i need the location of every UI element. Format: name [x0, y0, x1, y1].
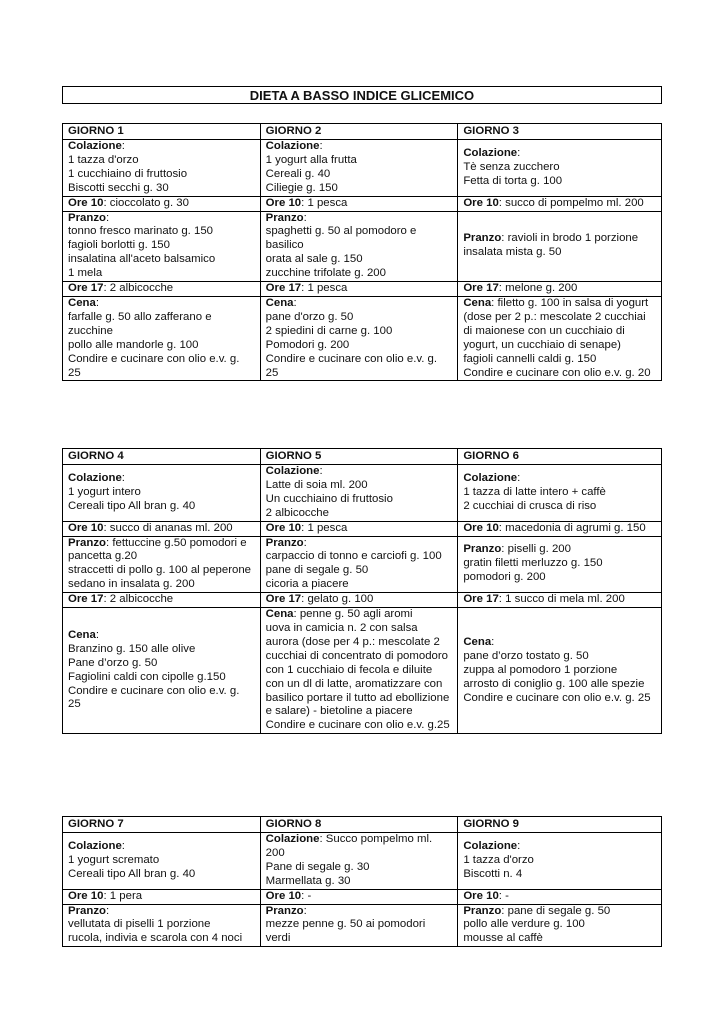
meal-cell	[458, 465, 662, 522]
meal-first-line	[266, 905, 453, 919]
meal-row	[63, 521, 662, 536]
meal-item: Condire e cucinare con olio e.v. g. 20	[463, 366, 651, 379]
meal-label-separator: :	[103, 282, 107, 295]
meal-first-line	[463, 593, 656, 607]
meal-item: Cereali tipo All bran g. 40	[68, 499, 196, 512]
meal-text: -	[501, 889, 509, 902]
meal-label: Ore 10	[265, 521, 302, 534]
meal-label: Cena	[463, 296, 492, 309]
meal-first-line	[266, 890, 453, 904]
day-header: GIORNO 4	[63, 449, 261, 465]
meal-label: Pranzo	[463, 904, 502, 917]
meal-item: 1 yogurt scremato	[68, 853, 160, 866]
meal-text: ravioli in brodo 1 porzione	[504, 232, 639, 245]
meal-first-line	[266, 140, 453, 154]
meal-item: 1 cucchiaino di fruttosio	[68, 167, 188, 180]
meal-label: Ore 17	[463, 282, 499, 295]
meal-item: sedano in insalata g. 200	[68, 578, 195, 591]
day-header: GIORNO 8	[260, 817, 458, 833]
meal-cell	[63, 465, 261, 522]
meal-cell	[260, 536, 458, 593]
meal-item: 2 cucchiai di crusca di riso	[463, 499, 597, 512]
meal-cell	[260, 593, 458, 608]
diet-table-days-1-3	[62, 123, 662, 381]
meal-label-separator: :	[121, 140, 125, 152]
meal-first-line	[266, 537, 453, 551]
meal-label-separator: :	[301, 196, 305, 209]
meal-label: Ore 10	[265, 889, 302, 902]
meal-first-line	[266, 833, 453, 861]
meal-label: Pranzo	[265, 536, 304, 549]
meal-item: insalatina all'aceto balsamico	[68, 253, 216, 266]
meal-cell	[458, 536, 662, 593]
meal-item: Pomodori g. 200	[265, 338, 350, 351]
day-header: GIORNO 1	[63, 124, 261, 140]
meal-item: Condire e cucinare con olio e.v. g. 25	[463, 691, 651, 704]
meal-cell	[63, 593, 261, 608]
meal-item: Condire e cucinare con olio e.v. g. 25	[265, 352, 438, 379]
meal-first-line	[463, 840, 656, 854]
meal-item: mezze penne g. 50 ai pomodori verdi	[265, 918, 426, 945]
meal-cell	[260, 833, 458, 890]
day-header: GIORNO 2	[260, 124, 458, 140]
meal-cell	[260, 608, 458, 734]
meal-label-separator: :	[517, 839, 521, 852]
meal-cell	[458, 608, 662, 734]
meal-text: succo di ananas ml. 200	[106, 521, 233, 534]
meal-row	[63, 140, 662, 197]
meal-text: gelato g. 100	[304, 593, 374, 606]
meal-row	[63, 282, 662, 297]
meal-text: filetto g. 100 in salsa di yogurt (dose per 2 p.: mescolate 2 cucchiai di maionese con un cucchiaio di yogurt, un cucchiaio di senape)	[463, 296, 649, 351]
meal-label-separator: :	[501, 232, 505, 245]
meal-label-separator: :	[517, 146, 521, 159]
meal-item: vellutata di piselli 1 porzione	[68, 918, 211, 931]
meal-first-line	[463, 636, 656, 650]
meal-label: Pranzo	[265, 904, 304, 917]
meal-first-line	[266, 522, 453, 536]
meal-label-separator: :	[303, 211, 307, 224]
meal-item: insalata mista g. 50	[463, 246, 562, 259]
meal-row	[63, 889, 662, 904]
meal-cell	[260, 889, 458, 904]
meal-first-line	[463, 905, 656, 919]
meal-row	[63, 593, 662, 608]
meal-first-line	[463, 232, 656, 246]
meal-label: Ore 17	[463, 593, 499, 606]
meal-label-separator: :	[103, 889, 107, 902]
meal-cell	[63, 889, 261, 904]
meal-cell	[458, 282, 662, 297]
meal-label: Cena	[265, 296, 294, 309]
meal-label: Colazione	[463, 471, 518, 484]
meal-first-line	[266, 197, 453, 211]
meal-label-separator: :	[105, 211, 110, 224]
day-header: GIORNO 6	[458, 449, 662, 465]
meal-first-line	[463, 197, 656, 211]
table-header-row	[63, 124, 662, 140]
meal-cell	[458, 889, 662, 904]
meal-label-separator: :	[498, 521, 502, 534]
meal-text: 1 pesca	[304, 282, 348, 295]
meal-item: farfalle g. 50 allo zafferano e zucchine	[68, 310, 212, 337]
meal-cell	[63, 521, 261, 536]
meal-first-line	[68, 537, 255, 565]
meal-label: Ore 10	[68, 521, 104, 534]
meal-first-line	[463, 522, 656, 536]
meal-item: pollo alle mandorle g. 100	[68, 338, 199, 351]
meal-cell	[260, 904, 458, 947]
meal-label-separator: :	[301, 593, 305, 606]
meal-label: Colazione	[68, 471, 122, 484]
meal-label: Ore 10	[265, 196, 302, 209]
meal-label-separator: :	[501, 904, 505, 917]
meal-item: Cereali g. 40	[265, 167, 331, 180]
meal-cell	[63, 211, 261, 282]
meal-item: mousse al caffè	[463, 932, 543, 945]
meal-first-line	[463, 282, 656, 296]
meal-label-separator: :	[319, 140, 323, 152]
meal-cell	[458, 196, 662, 211]
meal-item: 2 spiedini di carne g. 100	[265, 324, 393, 337]
meal-cell	[260, 282, 458, 297]
meal-label-separator: :	[103, 196, 107, 209]
meal-text: 1 pesca	[304, 521, 348, 534]
table-header-row	[63, 449, 662, 465]
meal-cell	[260, 196, 458, 211]
meal-item: fagioli borlotti g. 150	[68, 239, 170, 252]
meal-cell	[458, 593, 662, 608]
meal-row	[63, 465, 662, 522]
meal-label-separator: :	[319, 465, 323, 477]
meal-label: Ore 10	[68, 196, 104, 209]
meal-item: zuppa al pomodoro 1 porzione	[463, 663, 618, 676]
meal-item: pollo alle verdure g. 100	[463, 918, 585, 931]
diet-table-days-7-9	[62, 816, 662, 947]
meal-first-line	[266, 608, 453, 622]
meal-label-separator: :	[517, 471, 521, 484]
meal-text: succo di pompelmo ml. 200	[501, 196, 644, 209]
meal-label: Colazione	[265, 140, 320, 152]
table-header-row	[63, 817, 662, 833]
meal-first-line	[266, 282, 453, 296]
meal-item: pomodori g. 200	[463, 571, 546, 584]
meal-item: Fagiolini caldi con cipolle g.150	[68, 670, 226, 683]
meal-label: Cena	[463, 635, 492, 648]
meal-item: gratin filetti merluzzo g. 150	[463, 557, 603, 570]
meal-first-line	[68, 905, 255, 919]
meal-item: rucola, indivia e scarola con 4 noci	[68, 932, 243, 945]
meal-item: 1 tazza di latte intero + caffè	[463, 485, 606, 498]
meal-label: Ore 10	[68, 889, 104, 902]
meal-label: Pranzo	[463, 232, 502, 245]
meal-text: macedonia di agrumi g. 150	[501, 521, 646, 534]
meal-item: Condire e cucinare con olio e.v. g. 25	[68, 352, 240, 379]
meal-first-line	[68, 212, 255, 226]
meal-label-separator: :	[95, 296, 100, 309]
meal-text: piselli g. 200	[504, 543, 571, 556]
meal-first-line	[68, 890, 255, 904]
meal-label: Pranzo	[265, 211, 304, 224]
meal-label: Pranzo	[463, 543, 502, 556]
meal-label: Pranzo	[68, 904, 106, 917]
meal-row	[63, 196, 662, 211]
meal-first-line	[68, 282, 255, 296]
meal-first-line	[266, 593, 453, 607]
meal-label-separator: :	[105, 536, 110, 549]
meal-label-separator: :	[301, 521, 305, 534]
meal-item: 1 mela	[68, 267, 103, 280]
meal-first-line	[463, 297, 656, 353]
meal-label-separator: :	[319, 833, 323, 845]
meal-row	[63, 608, 662, 734]
day-header: GIORNO 5	[260, 449, 458, 465]
meal-text: 1 pesca	[304, 196, 348, 209]
meal-label: Ore 17	[68, 593, 104, 606]
meal-cell	[63, 196, 261, 211]
meal-cell	[63, 904, 261, 947]
meal-label-separator: :	[103, 521, 107, 534]
meal-label-separator: :	[105, 904, 110, 917]
meal-cell	[63, 282, 261, 297]
meal-label-separator: :	[501, 543, 505, 556]
meal-first-line	[463, 890, 656, 904]
meal-item: Tè senza zucchero	[463, 160, 560, 173]
meal-text: 1 succo di mela ml. 200	[501, 593, 625, 606]
meal-label-separator: :	[301, 889, 305, 902]
meal-label-separator: :	[103, 593, 107, 606]
meal-cell	[260, 465, 458, 522]
day-header: GIORNO 7	[63, 817, 261, 833]
meal-label: Ore 10	[463, 889, 499, 902]
meal-label-separator: :	[491, 635, 495, 648]
meal-item: Fetta di torta g. 100	[463, 174, 563, 187]
document-title: DIETA A BASSO INDICE GLICEMICO	[62, 86, 662, 104]
meal-label: Ore 17	[265, 593, 302, 606]
meal-first-line	[68, 593, 255, 607]
meal-label-separator: :	[121, 471, 125, 484]
meal-first-line	[463, 472, 656, 486]
meal-first-line	[68, 472, 255, 486]
meal-label-separator: :	[95, 628, 100, 641]
meal-item: 1 tazza d'orzo	[68, 153, 139, 166]
meal-first-line	[68, 297, 255, 311]
meal-item: spaghetti g. 50 al pomodoro e basilico	[265, 225, 417, 252]
meal-label: Colazione	[265, 833, 320, 845]
meal-text: fettuccine g.50 pomodori e pancetta g.20	[68, 536, 247, 563]
meal-item: uova in camicia n. 2 con salsa aurora (dose per 4 p.: mescolate 2 cucchiai di concentrato di pomodoro con 1 cucchiaio di fecola e diluite con un dl di latte, aromatizzare con basilico portare il tutto ad ebollizione e salare) - bietoline a piacere	[265, 621, 450, 718]
meal-label-separator: :	[303, 904, 307, 917]
meal-text: melone g. 200	[501, 282, 578, 295]
meal-item: carpaccio di tonno e carciofi g. 100	[265, 550, 442, 563]
day-header: GIORNO 3	[458, 124, 662, 140]
meal-item: pane di segale g. 50	[265, 564, 369, 577]
meal-item: straccetti di pollo g. 100 al peperone	[68, 564, 252, 577]
meal-item: zucchine trifolate g. 200	[265, 267, 386, 280]
meal-label: Colazione	[68, 839, 122, 852]
meal-row	[63, 211, 662, 282]
meal-label-separator: :	[301, 282, 305, 295]
meal-label-separator: :	[293, 608, 297, 621]
meal-row	[63, 536, 662, 593]
meal-row	[63, 904, 662, 947]
meal-item: pane d’orzo tostato g. 50	[463, 649, 589, 662]
meal-first-line	[68, 140, 255, 154]
meal-first-line	[68, 629, 255, 643]
meal-first-line	[266, 297, 453, 311]
meal-label-separator: :	[498, 196, 502, 209]
meal-first-line	[68, 197, 255, 211]
meal-label: Ore 17	[68, 282, 104, 295]
meal-item: Condire e cucinare con olio e.v. g. 25	[68, 684, 240, 711]
meal-label-separator: :	[303, 536, 307, 549]
meal-cell	[458, 140, 662, 197]
meal-first-line	[266, 465, 453, 479]
meal-cell	[260, 211, 458, 282]
meal-cell	[63, 536, 261, 593]
meal-text: penne g. 50 agli aromi	[296, 608, 413, 621]
meal-label: Cena	[265, 608, 294, 621]
meal-label: Ore 10	[463, 521, 499, 534]
meal-first-line	[68, 522, 255, 536]
meal-label: Cena	[68, 628, 96, 641]
meal-item: fagioli cannelli caldi g. 150	[463, 352, 597, 365]
meal-item: Marmellata g. 30	[265, 874, 351, 887]
meal-item: Cereali tipo All bran g. 40	[68, 867, 196, 880]
meal-text: pane di segale g. 50	[504, 904, 611, 917]
meal-first-line	[463, 147, 656, 161]
meal-item: pane d'orzo g. 50	[265, 310, 354, 323]
meal-label: Pranzo	[68, 211, 106, 224]
meal-cell	[63, 608, 261, 734]
day-header: GIORNO 9	[458, 817, 662, 833]
meal-row	[63, 833, 662, 890]
meal-cell	[458, 296, 662, 380]
meal-cell	[63, 140, 261, 197]
meal-cell	[458, 521, 662, 536]
meal-first-line	[266, 212, 453, 226]
meal-item: tonno fresco marinato g. 150	[68, 225, 214, 238]
diet-table-days-4-6	[62, 448, 662, 734]
meal-text: cioccolato g. 30	[106, 196, 189, 209]
meal-item: Pane d’orzo g. 50	[68, 656, 158, 669]
meal-label: Colazione	[463, 146, 518, 159]
meal-label: Colazione	[463, 839, 518, 852]
meal-item: orata al sale g. 150	[265, 253, 363, 266]
meal-first-line	[463, 543, 656, 557]
meal-item: Condire e cucinare con olio e.v. g.25	[265, 719, 450, 732]
meal-item: Ciliegie g. 150	[265, 181, 338, 194]
meal-label-separator: :	[498, 282, 502, 295]
meal-cell	[458, 904, 662, 947]
meal-cell	[63, 833, 261, 890]
meal-label: Pranzo	[68, 536, 106, 549]
meal-item: Latte di soia ml. 200	[265, 478, 368, 491]
meal-text: -	[304, 889, 312, 902]
meal-cell	[458, 211, 662, 282]
meal-item: cicoria a piacere	[265, 578, 349, 591]
meal-label: Cena	[68, 296, 96, 309]
meal-cell	[260, 521, 458, 536]
meal-label-separator: :	[121, 839, 125, 852]
meal-cell	[260, 296, 458, 380]
meal-first-line	[68, 840, 255, 854]
meal-cell	[260, 140, 458, 197]
meal-item: arrosto di coniglio g. 100 alle spezie	[463, 677, 645, 690]
meal-item: Pane di segale g. 30	[265, 860, 370, 873]
meal-label-separator: :	[293, 296, 297, 309]
meal-row	[63, 296, 662, 380]
meal-item: Un cucchiaino di fruttosio	[265, 492, 393, 505]
meal-label-separator: :	[498, 889, 502, 902]
meal-item: 1 tazza d'orzo	[463, 853, 534, 866]
meal-item: 1 yogurt intero	[68, 485, 141, 498]
meal-label: Colazione	[265, 465, 320, 477]
meal-item: Biscotti secchi g. 30	[68, 181, 169, 194]
meal-text: Succo pompelmo ml. 200	[265, 833, 433, 859]
meal-text: 2 albicocche	[106, 282, 174, 295]
meal-cell	[458, 833, 662, 890]
meal-text: 2 albicocche	[106, 593, 174, 606]
meal-label: Ore 10	[463, 196, 499, 209]
meal-text: 1 pera	[106, 889, 143, 902]
meal-item: Biscotti n. 4	[463, 867, 523, 880]
meal-label-separator: :	[498, 593, 502, 606]
meal-label: Ore 17	[265, 282, 302, 295]
meal-item: 1 yogurt alla frutta	[265, 153, 357, 166]
meal-item: Branzino g. 150 alle olive	[68, 642, 196, 655]
meal-label-separator: :	[491, 296, 495, 309]
meal-item: 2 albicocche	[265, 506, 329, 519]
meal-cell	[63, 296, 261, 380]
meal-label: Colazione	[68, 140, 122, 152]
